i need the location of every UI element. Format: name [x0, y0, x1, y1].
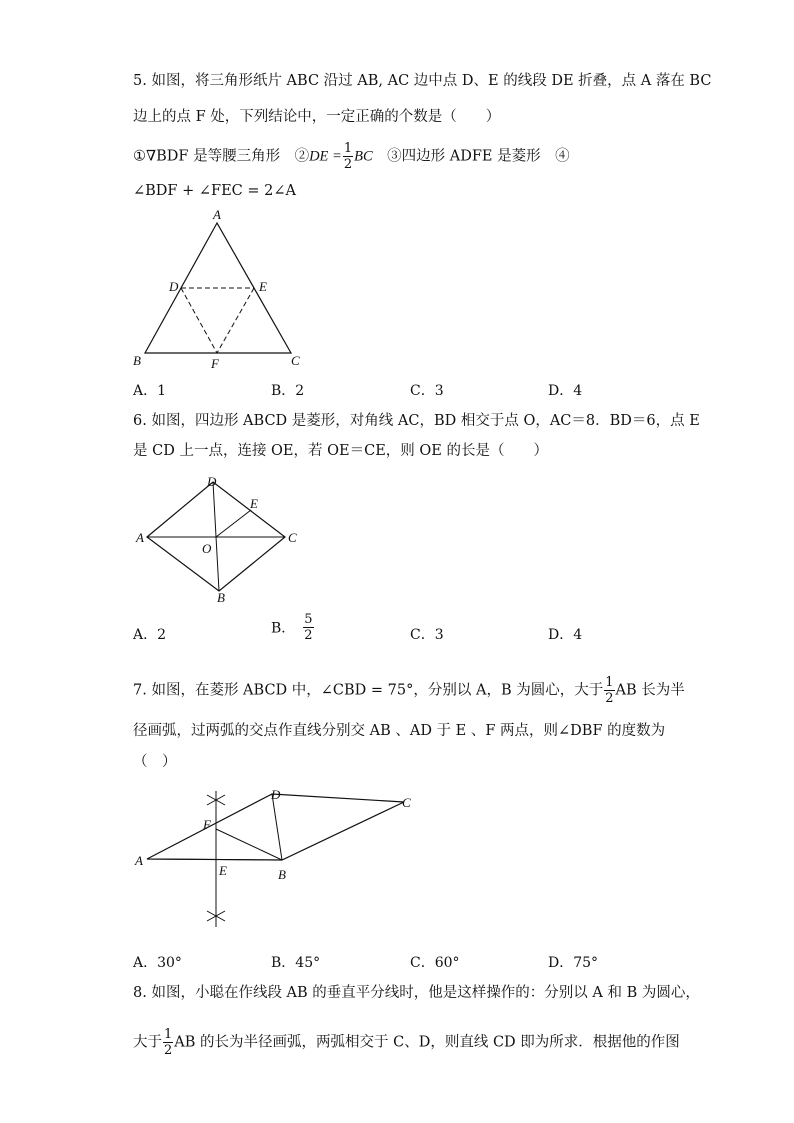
q5-option-c[interactable]: C．3 [410, 383, 444, 399]
q7-label-b: B [278, 867, 286, 882]
q5-option-b[interactable]: B．2 [271, 383, 305, 399]
q7-segment-ae [147, 859, 282, 860]
q6-label-o: O [202, 541, 212, 556]
q5-option-d[interactable]: D．4 [548, 383, 583, 399]
q8-fraction [163, 1027, 173, 1058]
q6-option-b-fraction [303, 612, 313, 643]
q7-option-a[interactable]: A．30° [133, 955, 182, 971]
q6-option-b-num: 5 [304, 612, 313, 627]
q7-label-a: A [135, 853, 143, 868]
q7-label-c: C [402, 795, 411, 810]
q7-frac-den: 2 [605, 691, 614, 706]
q8-line2-b: AB 的长为半径画弧，两弧相交于 C、D，则直线 CD 即为所求．根据他的作图 [174, 1034, 680, 1051]
q5-triangle-figure [125, 205, 315, 375]
q6-line2: 是 CD 上一点，连接 OE，若 OE＝CE，则 OE 的长是（ ） [133, 443, 548, 459]
q5-frac-num: 1 [343, 141, 353, 156]
q7-line1 [133, 675, 685, 706]
q7-option-b[interactable]: B．45° [271, 955, 321, 971]
q6-option-b[interactable] [271, 612, 315, 643]
q5-line2: 边上的点 F 处，下列结论中，一定正确的个数是（ ） [133, 109, 501, 125]
q6-option-d[interactable]: D．4 [548, 627, 583, 643]
q5-segment-df [181, 288, 217, 353]
q5-fraction [343, 141, 353, 172]
q7-line1-b: AB 长为半 [615, 682, 685, 699]
q8-line2 [133, 1027, 680, 1058]
q5-stmt1: ①∇BDF 是等腰三角形 ② [133, 148, 310, 165]
q5-stmt3: ③四边形 ADFE 是菱形 ④ [372, 148, 570, 165]
q5-label-c: C [291, 353, 300, 368]
q5-statements [133, 141, 570, 172]
q7-segment-fb [216, 829, 282, 860]
q5-line1: 5. 如图，将三角形纸片 ABC 沿过 AB, AC 边中点 D、E 的线段 DE 折叠，点 A 落在 BC [133, 73, 712, 89]
q8-line2-a: 大于 [133, 1034, 162, 1051]
q5-frac-den: 2 [343, 157, 353, 172]
q5-label-f: F [211, 356, 219, 371]
q7-line3: （ ） [133, 754, 177, 770]
q6-label-c: C [288, 530, 297, 545]
q6-label-a: A [136, 530, 144, 545]
q7-frac-num: 1 [605, 675, 614, 690]
q7-line1-a: 7. 如图，在菱形 ABCD 中，∠CBD = 75°，分别以 A，B 为圆心，大于 [133, 682, 604, 699]
q6-option-a[interactable]: A．2 [133, 627, 167, 643]
q6-option-b-prefix: B． [271, 620, 296, 637]
q7-fraction [604, 675, 614, 706]
q8-frac-den: 2 [164, 1043, 173, 1058]
q7-rhombus-abcd [147, 794, 404, 860]
q7-label-e: E [219, 863, 227, 878]
q7-line2: 径画弧，过两弧的交点作直线分别交 AB 、AD 于 E 、F 两点，则∠DBF 的度数为 [133, 723, 666, 739]
q6-rhombus-figure [125, 470, 315, 610]
q5-line4: ∠BDF + ∠FEC = 2∠A [133, 183, 296, 199]
q5-label-a: A [213, 207, 221, 222]
q5-label-d: D [169, 279, 179, 294]
q5-stmt2-left: DE = [309, 148, 342, 165]
q6-label-b: B [217, 590, 225, 605]
q6-segment-oe [216, 510, 251, 537]
q7-label-f: F [203, 817, 211, 832]
q8-line1: 8. 如图，小聪在作线段 AB 的垂直平分线时，他是这样操作的：分别以 A 和 B 为圆心， [133, 985, 700, 1001]
q6-line1: 6. 如图，四边形 ABCD 是菱形，对角线 AC，BD 相交于点 O，AC＝8．BD＝6，点 E [133, 413, 700, 429]
q8-frac-num: 1 [164, 1027, 173, 1042]
q7-rhombus-figure [125, 783, 425, 933]
q6-option-c[interactable]: C．3 [410, 627, 444, 643]
q7-option-c[interactable]: C．60° [410, 955, 460, 971]
q6-label-d: D [207, 474, 217, 489]
q7-diagonal-bd [272, 794, 282, 860]
q6-option-b-den: 2 [304, 628, 313, 643]
q5-option-a[interactable]: A．1 [133, 383, 167, 399]
q6-label-e: E [250, 496, 258, 511]
q5-label-e: E [259, 279, 267, 294]
q5-label-b: B [133, 353, 141, 368]
q5-segment-ef [217, 288, 254, 353]
q7-option-d[interactable]: D．75° [548, 955, 599, 971]
q5-stmt2-right: BC [354, 148, 373, 165]
q7-label-d: D [271, 787, 281, 802]
